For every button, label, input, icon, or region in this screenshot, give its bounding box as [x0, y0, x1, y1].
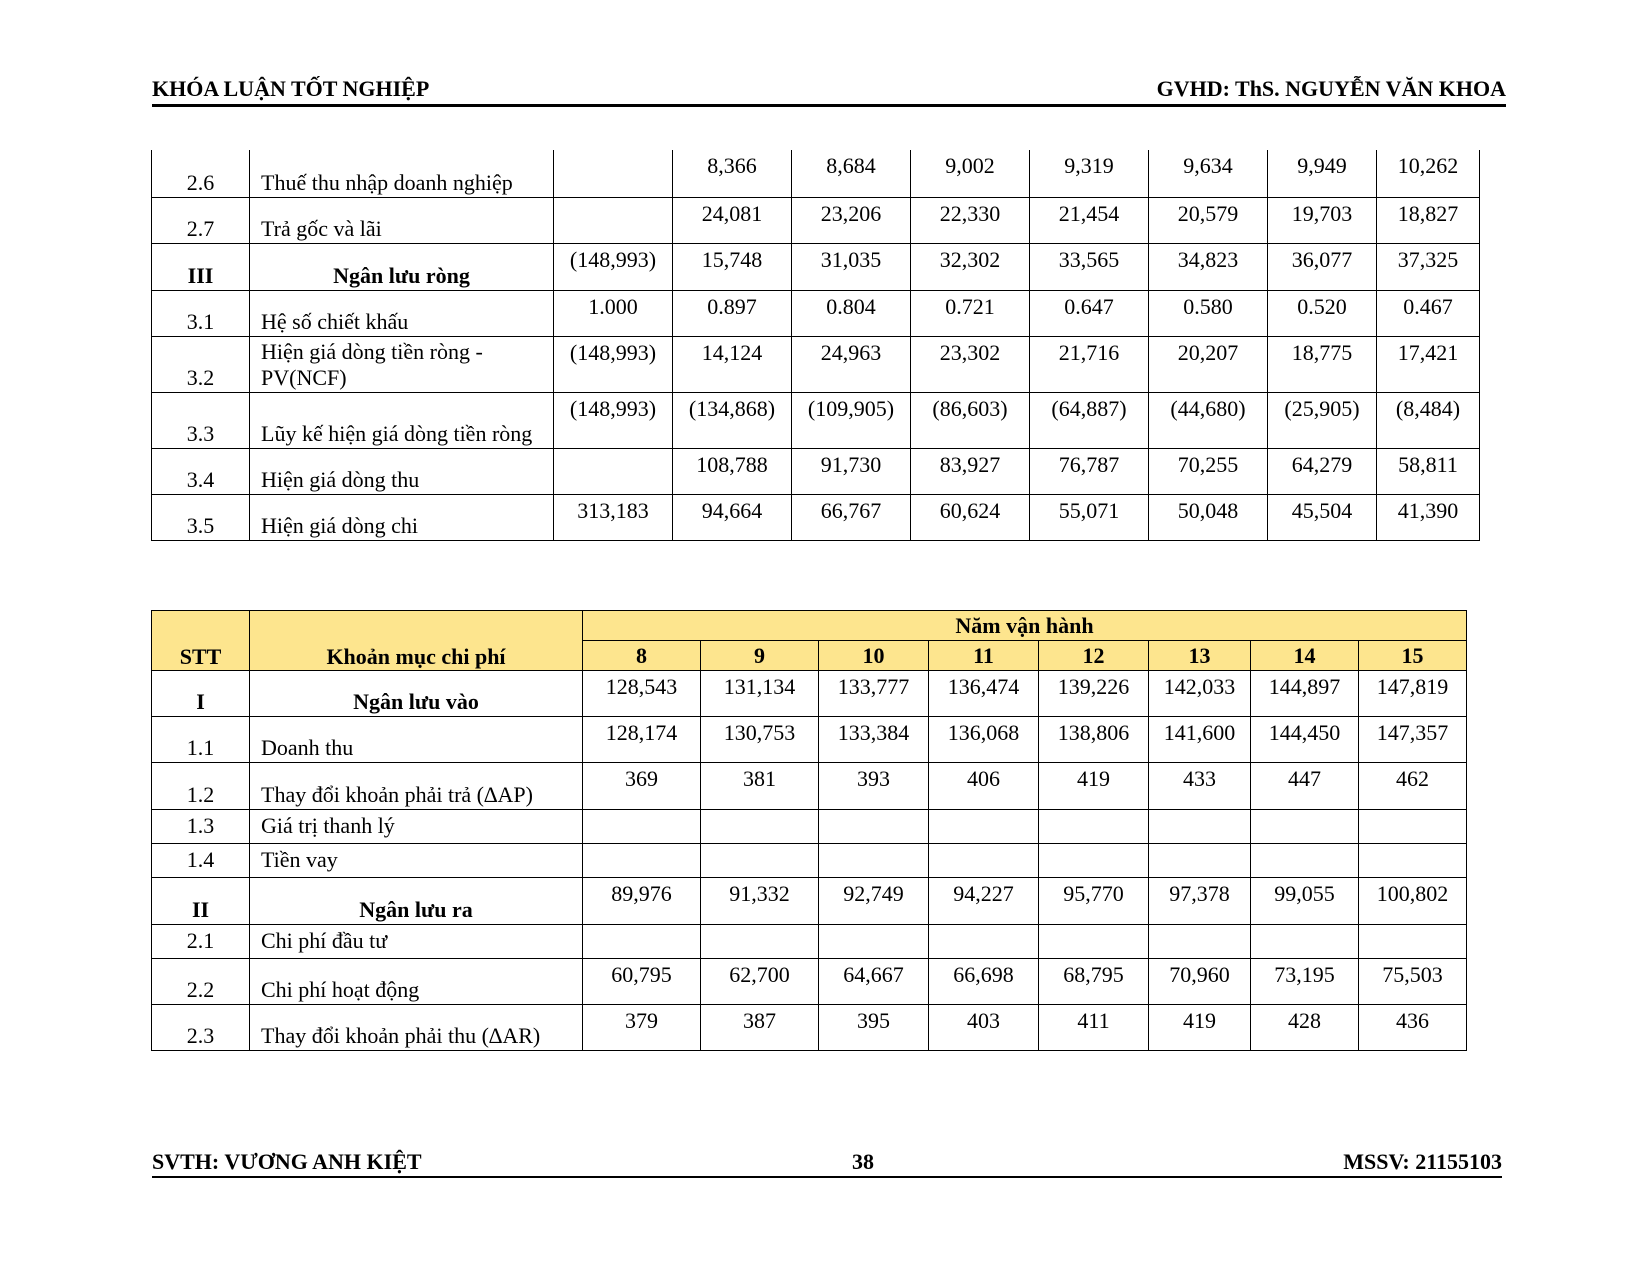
row-label: Lũy kế hiện giá dòng tiền ròng: [250, 392, 554, 448]
row-stt: 2.1: [152, 925, 250, 959]
row-value: [1149, 925, 1251, 959]
row-value: 9,002: [911, 150, 1030, 197]
row-value: 0.721: [911, 290, 1030, 336]
row-value: 419: [1149, 1005, 1251, 1051]
row-stt: 3.1: [152, 290, 250, 336]
row-label: Hệ số chiết khấu: [250, 290, 554, 336]
row-value: 0.804: [792, 290, 911, 336]
row-stt: 1.1: [152, 717, 250, 763]
table-row: [152, 844, 1467, 878]
row-value: 8,684: [792, 150, 911, 197]
table-row: [152, 290, 1480, 336]
row-value: 9,319: [1030, 150, 1149, 197]
row-label: Ngân lưu ra: [250, 878, 583, 925]
row-label: Ngân lưu vào: [250, 671, 583, 717]
table-row: [152, 925, 1467, 959]
row-stt: I: [152, 671, 250, 717]
row-value: [1149, 810, 1251, 844]
row-value: 91,332: [701, 878, 819, 925]
row-stt: III: [152, 243, 250, 290]
row-value: 428: [1251, 1005, 1359, 1051]
row-value: 66,698: [929, 959, 1039, 1005]
row-value: [583, 925, 701, 959]
row-value: (148,993): [554, 392, 673, 448]
row-value: 136,474: [929, 671, 1039, 717]
row-value: 37,325: [1377, 243, 1480, 290]
row-value: 73,195: [1251, 959, 1359, 1005]
row-value: 64,667: [819, 959, 929, 1005]
row-value: [1359, 925, 1467, 959]
row-value: 10,262: [1377, 150, 1480, 197]
row-value: 94,227: [929, 878, 1039, 925]
row-label: Chi phí hoạt động: [250, 959, 583, 1005]
row-value: [1359, 810, 1467, 844]
row-stt: 2.3: [152, 1005, 250, 1051]
row-value: [1251, 810, 1359, 844]
row-stt: 1.3: [152, 810, 250, 844]
row-value: [819, 925, 929, 959]
row-value: 68,795: [1039, 959, 1149, 1005]
row-value: 0.520: [1268, 290, 1377, 336]
row-stt: 3.5: [152, 494, 250, 540]
row-label: Thay đổi khoản phải trả (∆AP): [250, 763, 583, 810]
row-label: Hiện giá dòng thu: [250, 448, 554, 494]
row-value: [554, 448, 673, 494]
row-value: 92,749: [819, 878, 929, 925]
table-row: [152, 1005, 1467, 1051]
row-value: [701, 810, 819, 844]
row-value: 76,787: [1030, 448, 1149, 494]
row-value: 136,068: [929, 717, 1039, 763]
row-value: (134,868): [673, 392, 792, 448]
table-row: [152, 392, 1480, 448]
col-header-item: Khoản mục chi phí: [250, 611, 583, 671]
table-row: [152, 197, 1480, 243]
table-row: [152, 336, 1480, 392]
row-value: 14,124: [673, 336, 792, 392]
row-stt: 3.4: [152, 448, 250, 494]
row-value: 20,207: [1149, 336, 1268, 392]
row-value: 128,174: [583, 717, 701, 763]
row-value: 45,504: [1268, 494, 1377, 540]
row-value: 419: [1039, 763, 1149, 810]
row-value: (86,603): [911, 392, 1030, 448]
operating-years-table: [151, 610, 1467, 1051]
row-value: 17,421: [1377, 336, 1480, 392]
row-label: Thuế thu nhập doanh nghiệp: [250, 150, 554, 197]
row-value: [929, 810, 1039, 844]
row-value: 66,767: [792, 494, 911, 540]
row-value: [1251, 844, 1359, 878]
col-header-operating-years: Năm vận hành: [583, 611, 1467, 641]
row-value: 139,226: [1039, 671, 1149, 717]
row-label: Tiền vay: [250, 844, 583, 878]
row-value: [701, 844, 819, 878]
page-number: 38: [852, 1149, 874, 1174]
row-value: 108,788: [673, 448, 792, 494]
table-row: [152, 448, 1480, 494]
row-value: 387: [701, 1005, 819, 1051]
table-header-row: [152, 611, 1467, 641]
row-value: (44,680): [1149, 392, 1268, 448]
row-value: 15,748: [673, 243, 792, 290]
row-value: 18,775: [1268, 336, 1377, 392]
year-header: 15: [1359, 641, 1467, 671]
row-label: Thay đổi khoản phải thu (∆AR): [250, 1005, 583, 1051]
row-value: 395: [819, 1005, 929, 1051]
row-value: 97,378: [1149, 878, 1251, 925]
row-label: Hiện giá dòng tiền ròng - PV(NCF): [250, 336, 554, 392]
row-value: (8,484): [1377, 392, 1480, 448]
row-value: 0.467: [1377, 290, 1480, 336]
row-value: 91,730: [792, 448, 911, 494]
year-header: 14: [1251, 641, 1359, 671]
row-label: Giá trị thanh lý: [250, 810, 583, 844]
row-value: 144,450: [1251, 717, 1359, 763]
row-value: 20,579: [1149, 197, 1268, 243]
row-value: [929, 925, 1039, 959]
table-row: [152, 671, 1467, 717]
row-value: (148,993): [554, 336, 673, 392]
year-header: 8: [583, 641, 701, 671]
row-value: 31,035: [792, 243, 911, 290]
row-value: 406: [929, 763, 1039, 810]
row-value: 133,777: [819, 671, 929, 717]
row-value: 18,827: [1377, 197, 1480, 243]
row-value: 83,927: [911, 448, 1030, 494]
row-stt: 3.2: [152, 336, 250, 392]
row-value: (109,905): [792, 392, 911, 448]
row-value: 411: [1039, 1005, 1149, 1051]
row-value: 393: [819, 763, 929, 810]
row-stt: II: [152, 878, 250, 925]
row-value: 55,071: [1030, 494, 1149, 540]
year-header: 12: [1039, 641, 1149, 671]
row-value: (25,905): [1268, 392, 1377, 448]
row-value: 0.647: [1030, 290, 1149, 336]
row-value: 381: [701, 763, 819, 810]
row-value: 447: [1251, 763, 1359, 810]
row-value: 34,823: [1149, 243, 1268, 290]
row-value: 130,753: [701, 717, 819, 763]
row-value: [819, 844, 929, 878]
row-value: 462: [1359, 763, 1467, 810]
row-value: 75,503: [1359, 959, 1467, 1005]
row-stt: 1.2: [152, 763, 250, 810]
row-value: 50,048: [1149, 494, 1268, 540]
table-row: [152, 717, 1467, 763]
row-value: [1359, 844, 1467, 878]
footer-student: SVTH: VƯƠNG ANH KIỆT: [152, 1149, 422, 1174]
row-value: [1039, 925, 1149, 959]
table-row: [152, 150, 1480, 197]
row-value: 100,802: [1359, 878, 1467, 925]
row-value: 0.580: [1149, 290, 1268, 336]
row-stt: 2.6: [152, 150, 250, 197]
row-value: 60,624: [911, 494, 1030, 540]
row-value: 70,255: [1149, 448, 1268, 494]
cashflow-table-continued: [151, 150, 1480, 541]
row-value: [701, 925, 819, 959]
row-value: 8,366: [673, 150, 792, 197]
table-row: [152, 494, 1480, 540]
header-advisor: GVHD: ThS. NGUYỄN VĂN KHOA: [1156, 76, 1506, 101]
row-value: 1.000: [554, 290, 673, 336]
row-value: 147,819: [1359, 671, 1467, 717]
row-value: [819, 810, 929, 844]
row-value: 142,033: [1149, 671, 1251, 717]
row-stt: 2.7: [152, 197, 250, 243]
row-value: 433: [1149, 763, 1251, 810]
row-value: 403: [929, 1005, 1039, 1051]
col-header-stt: STT: [152, 611, 250, 671]
row-value: [554, 150, 673, 197]
row-value: 379: [583, 1005, 701, 1051]
row-value: (148,993): [554, 243, 673, 290]
table-row: [152, 959, 1467, 1005]
row-value: 369: [583, 763, 701, 810]
row-value: 144,897: [1251, 671, 1359, 717]
row-label: Trả gốc và lãi: [250, 197, 554, 243]
row-value: 24,963: [792, 336, 911, 392]
row-value: 0.897: [673, 290, 792, 336]
row-value: 21,454: [1030, 197, 1149, 243]
row-value: 32,302: [911, 243, 1030, 290]
footer-student-id: MSSV: 21155103: [1343, 1149, 1502, 1174]
row-label: Ngân lưu ròng: [250, 243, 554, 290]
row-value: 60,795: [583, 959, 701, 1005]
row-value: 9,949: [1268, 150, 1377, 197]
year-header: 11: [929, 641, 1039, 671]
table-row: [152, 878, 1467, 925]
row-value: [554, 197, 673, 243]
row-label: Doanh thu: [250, 717, 583, 763]
row-value: 89,976: [583, 878, 701, 925]
row-value: [1039, 844, 1149, 878]
row-value: 24,081: [673, 197, 792, 243]
year-header: 10: [819, 641, 929, 671]
page-header: [152, 74, 1506, 107]
row-value: [1149, 844, 1251, 878]
row-value: 64,279: [1268, 448, 1377, 494]
row-value: 23,206: [792, 197, 911, 243]
page-footer: [152, 1148, 1502, 1178]
row-value: 131,134: [701, 671, 819, 717]
row-stt: 3.3: [152, 392, 250, 448]
row-stt: 2.2: [152, 959, 250, 1005]
row-value: 41,390: [1377, 494, 1480, 540]
row-label: Hiện giá dòng chi: [250, 494, 554, 540]
row-value: 21,716: [1030, 336, 1149, 392]
header-title: KHÓA LUẬN TỐT NGHIỆP: [152, 76, 430, 101]
table-row: [152, 243, 1480, 290]
row-value: 23,302: [911, 336, 1030, 392]
row-value: 94,664: [673, 494, 792, 540]
row-value: 36,077: [1268, 243, 1377, 290]
row-value: 147,357: [1359, 717, 1467, 763]
row-value: 138,806: [1039, 717, 1149, 763]
row-value: 99,055: [1251, 878, 1359, 925]
row-value: 70,960: [1149, 959, 1251, 1005]
row-value: 436: [1359, 1005, 1467, 1051]
row-stt: 1.4: [152, 844, 250, 878]
row-value: 141,600: [1149, 717, 1251, 763]
row-value: [1251, 925, 1359, 959]
row-value: 19,703: [1268, 197, 1377, 243]
row-value: 22,330: [911, 197, 1030, 243]
row-value: 62,700: [701, 959, 819, 1005]
row-label: Chi phí đầu tư: [250, 925, 583, 959]
row-value: (64,887): [1030, 392, 1149, 448]
year-header: 9: [701, 641, 819, 671]
year-header: 13: [1149, 641, 1251, 671]
row-value: [929, 844, 1039, 878]
row-value: 95,770: [1039, 878, 1149, 925]
row-value: [583, 810, 701, 844]
row-value: 128,543: [583, 671, 701, 717]
row-value: [583, 844, 701, 878]
row-value: 313,183: [554, 494, 673, 540]
table-row: [152, 763, 1467, 810]
row-value: 33,565: [1030, 243, 1149, 290]
row-value: 133,384: [819, 717, 929, 763]
row-value: 9,634: [1149, 150, 1268, 197]
row-value: 58,811: [1377, 448, 1480, 494]
row-value: [1039, 810, 1149, 844]
table-row: [152, 810, 1467, 844]
